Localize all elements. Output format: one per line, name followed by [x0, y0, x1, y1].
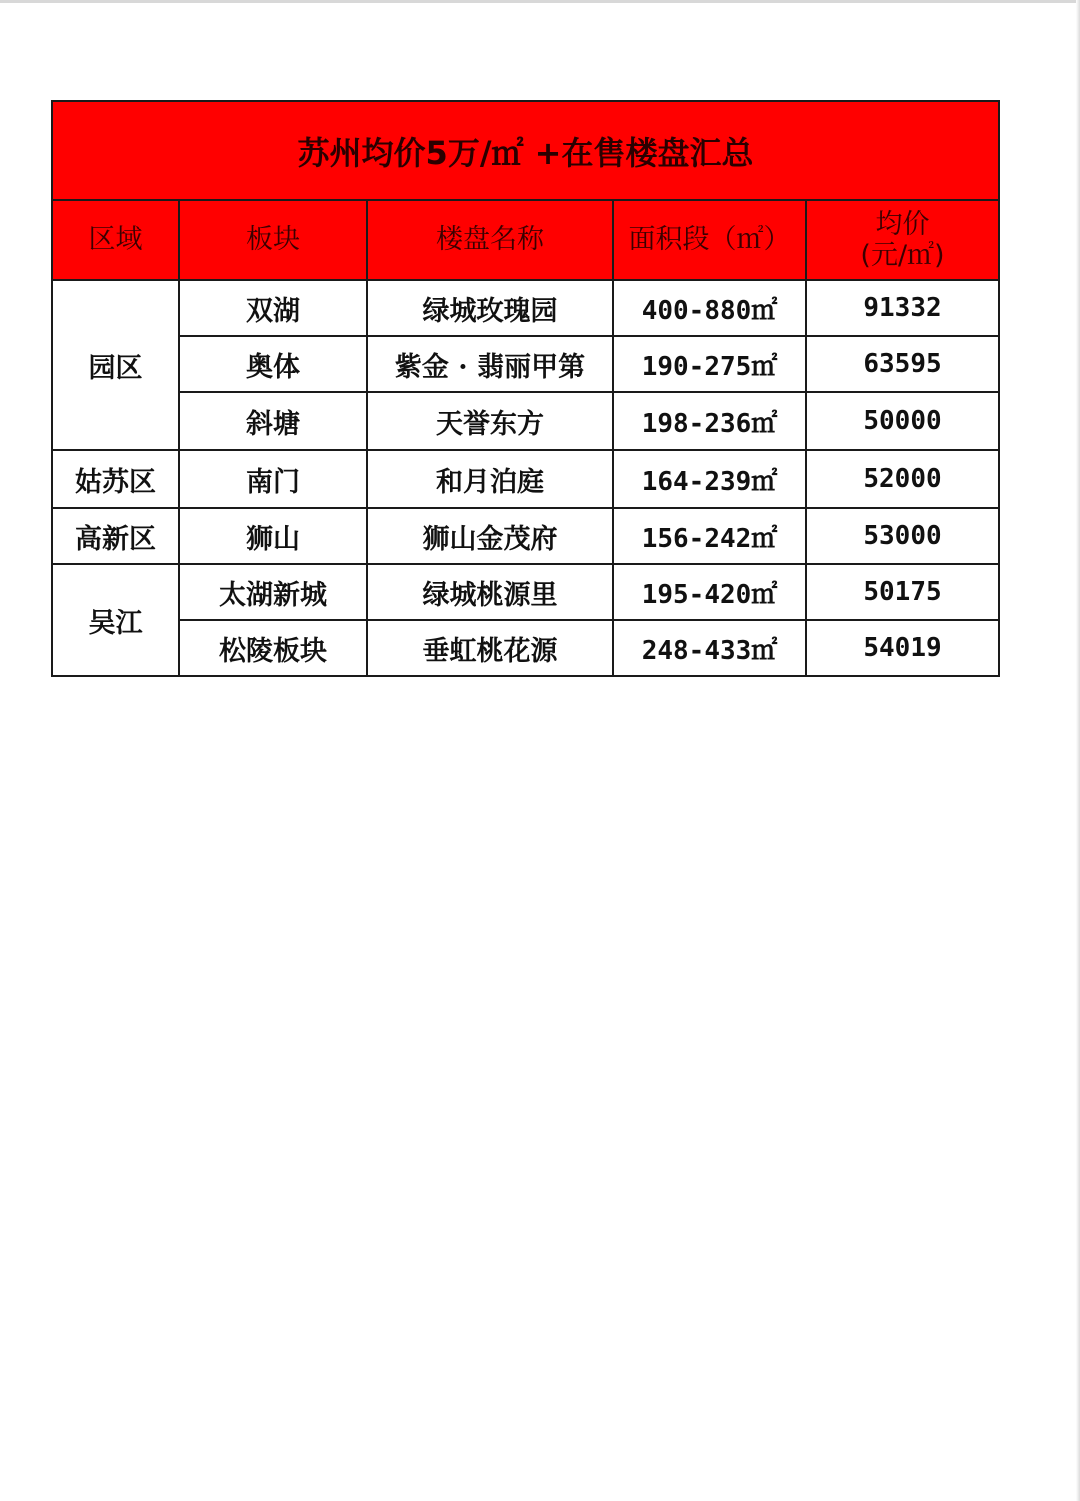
table-row	[52, 336, 999, 392]
summary-sheet	[51, 100, 998, 677]
region-cell: 吴江	[52, 564, 179, 676]
page-top-edge	[0, 0, 1080, 3]
block-cell: 奥体	[179, 336, 367, 392]
project-cell: 绿城玫瑰园	[367, 280, 613, 336]
title-row	[52, 101, 999, 200]
table-row	[52, 392, 999, 450]
project-cell: 紫金 · 翡丽甲第	[367, 336, 613, 392]
listing-table	[51, 100, 1000, 677]
table-row	[52, 508, 999, 564]
area-cell: 400-880㎡	[613, 280, 806, 336]
price-cell: 52000	[806, 450, 999, 508]
table-row	[52, 280, 999, 336]
header-row	[52, 200, 999, 280]
area-cell: 248-433㎡	[613, 620, 806, 676]
table-row	[52, 620, 999, 676]
area-cell: 164-239㎡	[613, 450, 806, 508]
header-region: 区域	[52, 200, 179, 280]
price-cell: 50175	[806, 564, 999, 620]
price-cell: 91332	[806, 280, 999, 336]
header-area: 面积段（㎡）	[613, 200, 806, 280]
region-cell: 园区	[52, 280, 179, 450]
header-price-line1: 均价	[875, 208, 930, 240]
project-cell: 和月泊庭	[367, 450, 613, 508]
price-cell: 63595	[806, 336, 999, 392]
region-cell: 高新区	[52, 508, 179, 564]
area-cell: 198-236㎡	[613, 392, 806, 450]
region-cell: 姑苏区	[52, 450, 179, 508]
project-cell: 狮山金茂府	[367, 508, 613, 564]
header-price-line2: (元/㎡)	[860, 240, 945, 271]
project-cell: 垂虹桃花源	[367, 620, 613, 676]
block-cell: 斜塘	[179, 392, 367, 450]
area-cell: 190-275㎡	[613, 336, 806, 392]
price-cell: 54019	[806, 620, 999, 676]
block-cell: 双湖	[179, 280, 367, 336]
table-row	[52, 564, 999, 620]
header-project: 楼盘名称	[367, 200, 613, 280]
area-cell: 156-242㎡	[613, 508, 806, 564]
price-cell: 53000	[806, 508, 999, 564]
project-cell: 绿城桃源里	[367, 564, 613, 620]
block-cell: 南门	[179, 450, 367, 508]
table-title: 苏州均价5万/㎡ +在售楼盘汇总	[52, 101, 999, 200]
block-cell: 松陵板块	[179, 620, 367, 676]
header-block: 板块	[179, 200, 367, 280]
block-cell: 太湖新城	[179, 564, 367, 620]
page-right-edge	[1076, 0, 1080, 1501]
price-cell: 50000	[806, 392, 999, 450]
project-cell: 天誉东方	[367, 392, 613, 450]
header-price	[806, 200, 999, 280]
table-row	[52, 450, 999, 508]
area-cell: 195-420㎡	[613, 564, 806, 620]
block-cell: 狮山	[179, 508, 367, 564]
